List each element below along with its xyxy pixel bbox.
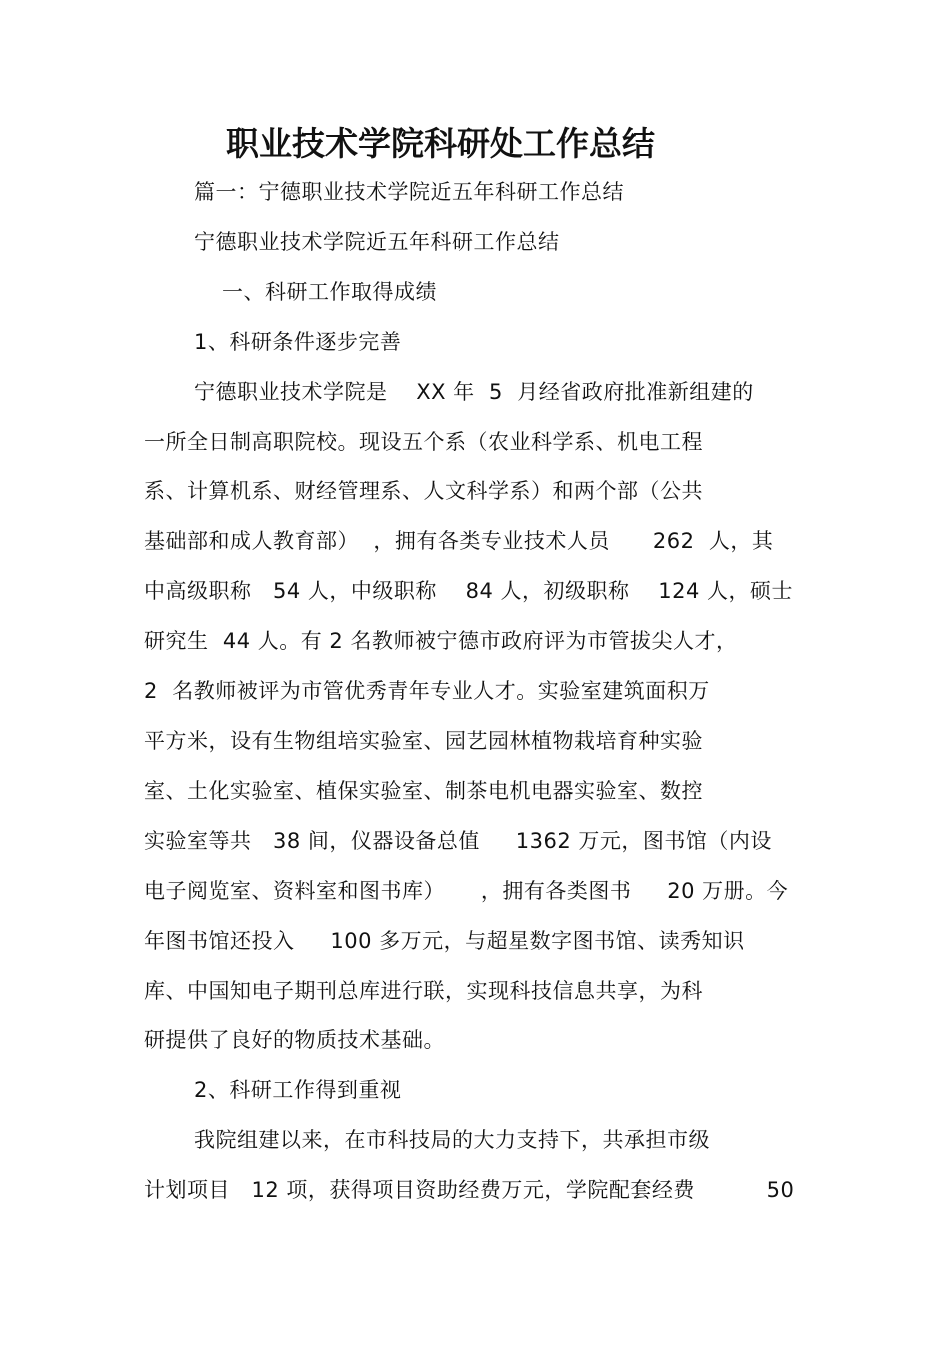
paragraph-line: 库、中国知电子期刊总库进行联，实现科技信息共享，为科 <box>144 979 703 1003</box>
heading-level-2: 1、科研条件逐步完善 <box>194 330 402 354</box>
document-title: 职业技术学院科研处工作总结 <box>226 124 655 163</box>
heading-level-2: 2、科研工作得到重视 <box>194 1078 402 1102</box>
paragraph-line: 一所全日制高职院校。现设五个系（农业科学系、机电工程 <box>144 430 703 454</box>
paragraph-line: 实验室等共 38 间，仪器设备总值 1362 万元，图书馆（内设 <box>144 829 772 853</box>
paragraph-line: 系、计算机系、财经管理系、人文科学系）和两个部（公共 <box>144 479 703 503</box>
section-title: 宁德职业技术学院近五年科研工作总结 <box>194 230 560 254</box>
chapter-heading: 篇一：宁德职业技术学院近五年科研工作总结 <box>194 180 624 204</box>
heading-level-1: 一、科研工作取得成绩 <box>222 280 437 304</box>
paragraph-line: 中高级职称 54 人，中级职称 84 人，初级职称 124 人，硕士 <box>144 579 793 603</box>
paragraph-line: 宁德职业技术学院是 XX 年 5 月经省政府批准新组建的 <box>194 380 754 404</box>
paragraph-line: 室、土化实验室、植保实验室、制茶电机电器实验室、数控 <box>144 779 703 803</box>
paragraph-line: 基础部和成人教育部） ，拥有各类专业技术人员 262 人，其 <box>144 529 774 553</box>
paragraph-line: 研提供了良好的物质技术基础。 <box>144 1028 445 1052</box>
paragraph-line: 计划项目 12 项，获得项目资助经费万元，学院配套经费 50 <box>144 1178 795 1202</box>
paragraph-line: 平方米，设有生物组培实验室、园艺园林植物栽培育种实验 <box>144 729 703 753</box>
paragraph-line: 我院组建以来，在市科技局的大力支持下，共承担市级 <box>194 1128 710 1152</box>
paragraph-line: 研究生 44 人。有 2 名教师被宁德市政府评为市管拔尖人才， <box>144 629 738 653</box>
paragraph-line: 电子阅览室、资料室和图书库） ，拥有各类图书 20 万册。今 <box>144 879 789 903</box>
paragraph-line: 年图书馆还投入 100 多万元，与超星数字图书馆、读秀知识 <box>144 929 745 953</box>
paragraph-line: 2 名教师被评为市管优秀青年专业人才。实验室建筑面积万 <box>144 679 710 703</box>
